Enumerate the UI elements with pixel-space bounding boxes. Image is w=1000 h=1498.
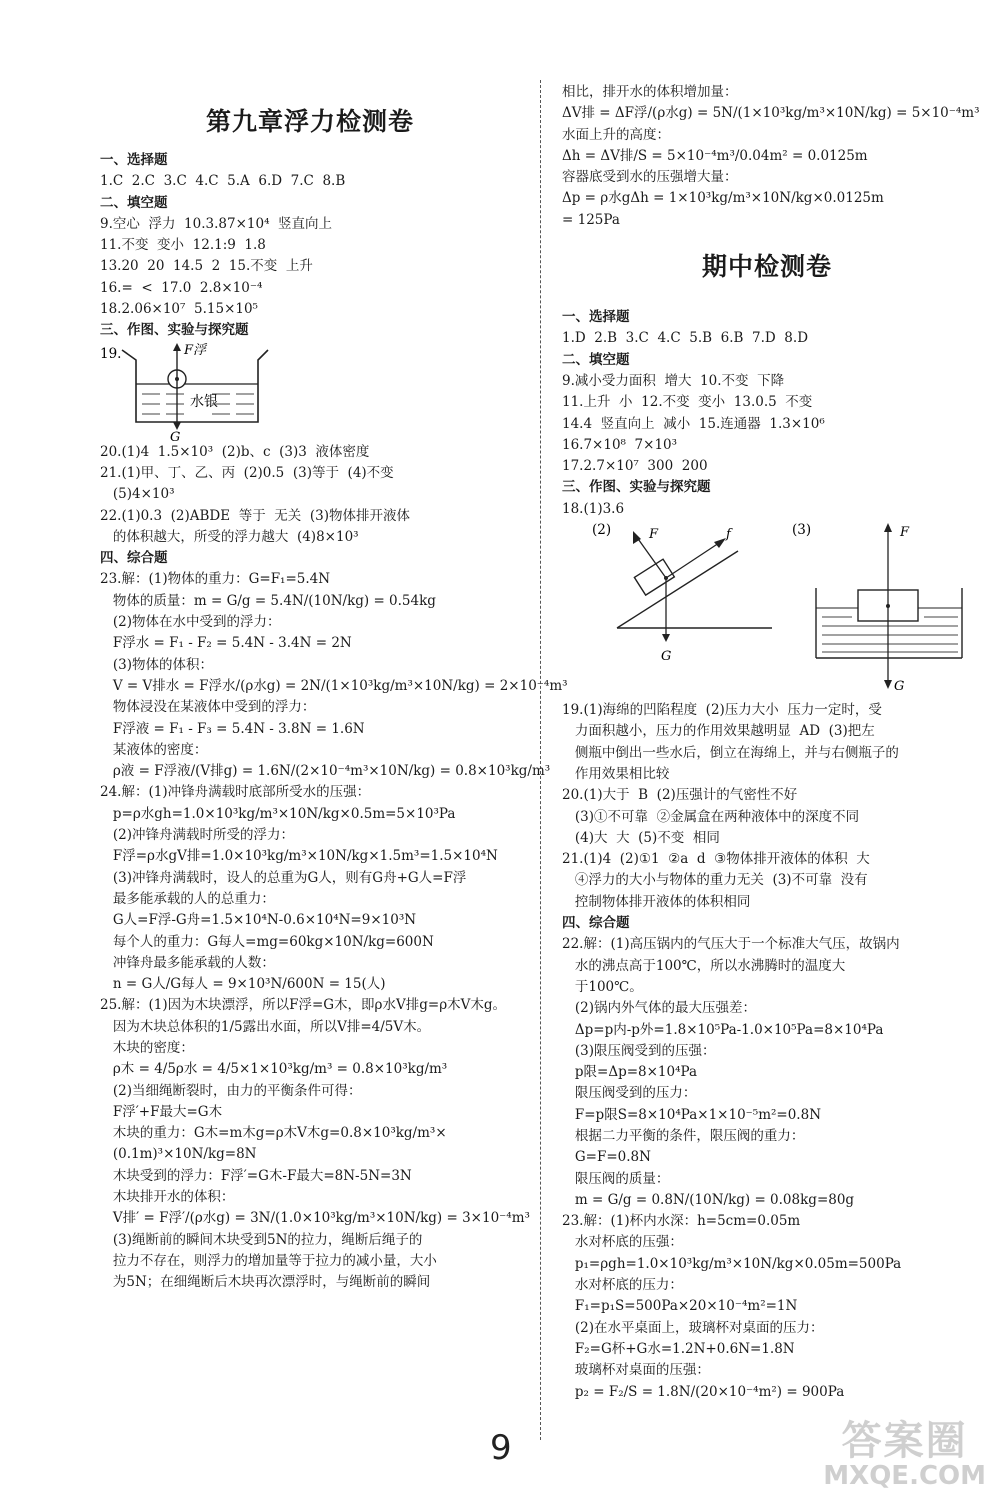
section-heading: 四、综合题 xyxy=(562,915,630,932)
answer-line: 24.解：(1)冲锋舟满载时底部所受水的压强： xyxy=(100,784,371,801)
answer-line: ρ液 = F浮液/(V排g) = 1.6N/(2×10⁻⁴m³×10N/kg) = 0.8×10³kg/m³ xyxy=(100,763,551,780)
section-heading: 一、选择题 xyxy=(562,309,630,326)
answer-line: 限压阀受到的压力： xyxy=(562,1085,697,1102)
answer-line: (4)大 大 (5)不变 相同 xyxy=(562,829,720,846)
answer-line: 14.4 竖直向上 减小 15.连通器 1.3×10⁶ xyxy=(562,415,825,432)
section-heading: 一、选择题 xyxy=(100,152,168,168)
answer-line: 21.(1)甲、丁、乙、丙 (2)0.5 (3)等于 (4)不变 xyxy=(100,464,394,481)
answer-line: p=ρ水gh=1.0×10³kg/m³×10N/kg×0.5m=5×10³Pa xyxy=(100,805,456,822)
answer-line: 23.解：(1)杯内水深：h=5cm=0.05m xyxy=(562,1213,801,1230)
fig18-2-f-label: f xyxy=(726,527,731,543)
section-heading: 二、填空题 xyxy=(562,351,630,368)
answer-line: 水对杯底的压强： xyxy=(562,1234,683,1251)
answer-line: (3)冲锋舟满载时，设人的总重为G人，则有G舟+G人=F浮 xyxy=(100,869,467,886)
answer-line: 9.空心 浮力 10.3.87×10⁴ 竖直向上 xyxy=(100,215,333,232)
answer-line: 木块的重力：G木=m木g=ρ木V木g=0.8×10³kg/m³× xyxy=(100,1125,447,1142)
answer-line: (2)物体在水中受到的浮力： xyxy=(100,614,281,631)
fig19-number: 19. xyxy=(100,345,122,362)
answer-line: 相比，排开水的体积增加量： xyxy=(562,84,738,100)
answer-line: Δh = ΔV排/S = 5×10⁻⁴m³/0.04m² = 0.0125m xyxy=(562,147,868,164)
answer-line: F浮液 = F₁ - F₃ = 5.4N - 3.8N = 1.6N xyxy=(100,720,365,737)
answer-line: 某液体的密度： xyxy=(100,741,208,758)
answer-line: 22.(1)0.3 (2)ABDE 等于 无关 (3)物体排开液体 xyxy=(100,507,410,524)
answer-line: 因为木块总体积的1/5露出水面，所以V排=4/5V木。 xyxy=(100,1018,431,1035)
answer-line: 根据二力平衡的条件，限压阀的重力： xyxy=(562,1127,805,1144)
figure-19 xyxy=(100,342,520,442)
answer-line: 16.7×10⁸ 7×10³ xyxy=(562,436,678,453)
answer-line: 23.解：(1)物体的重力：G=F₁=5.4N xyxy=(100,571,331,588)
chapter9-title: 第九章浮力检测卷 xyxy=(205,107,414,136)
answer-line: 18.(1)3.6 xyxy=(562,500,625,517)
answer-line: 18.2.06×10⁷ 5.15×10⁵ xyxy=(100,301,258,318)
answer-line: 9.减小受力面积 增大 10.不变 下降 xyxy=(562,372,785,389)
answer-line: (5)4×10³ xyxy=(100,486,175,503)
answer-line: 控制物体排开液体的体积相同 xyxy=(562,893,751,910)
answer-line: 物体的质量：m = G/g = 5.4N/(10N/kg) = 0.54kg xyxy=(100,592,436,609)
answer-line: 20.(1)4 1.5×10³ (2)b、c (3)3 液体密度 xyxy=(100,443,370,460)
answer-line: 最多能承载的人的总重力： xyxy=(100,890,275,907)
answer-line: (2)当细绳断裂时，由力的平衡条件可得： xyxy=(100,1082,362,1099)
answer-line: 25.解：(1)因为木块漂浮，所以F浮=G木，即ρ水V排g=ρ木V木g。 xyxy=(100,997,507,1014)
fig19-buoyancy-label: F浮 xyxy=(184,342,207,358)
page-number: 9 xyxy=(490,1428,512,1468)
answer-line: m = G/g = 0.8N/(10N/kg) = 0.08kg=80g xyxy=(562,1191,855,1208)
answer-line: p₂ = F₂/S = 1.8N/(20×10⁻⁴m²) = 900Pa xyxy=(562,1383,845,1400)
answer-line: 侧瓶中倒出一些水后，倒立在海绵上，并与右侧瓶子的 xyxy=(562,744,899,761)
answer-line: 木块的密度： xyxy=(100,1039,194,1056)
answer-line: F₂=G杯+G水=1.2N+0.6N=1.8N xyxy=(562,1340,795,1357)
answer-line: 力面积越小，压力的作用效果越明显 AD (3)把左 xyxy=(562,723,875,740)
answer-line: G人=F浮-G舟=1.5×10⁴N-0.6×10⁴N=9×10³N xyxy=(100,912,417,929)
fig18-3-G-label: G xyxy=(894,679,905,695)
midterm-answers-part1 xyxy=(562,307,972,520)
answer-line: = 125Pa xyxy=(562,211,620,228)
answer-line: n = G人/G每人 = 9×10³N/600N = 15(人) xyxy=(100,976,386,993)
answer-line: 22.解：(1)高压锅内的气压大于一个标准大气压，故锅内 xyxy=(562,936,900,953)
answer-line: V = V排水 = F浮水/(ρ水g) = 2N/(1×10³kg/m³×10N/kg) = 2×10⁻⁴m³ xyxy=(100,677,568,694)
answer-line: Δp = ρ水gΔh = 1×10³kg/m³×10N/kg×0.0125m xyxy=(562,190,884,207)
answer-line: 11.不变 变小 12.1:9 1.8 xyxy=(100,237,266,254)
fig18-2-F-label: F xyxy=(649,527,659,543)
answer-line: 1.D 2.B 3.C 4.C 5.B 6.B 7.D 8.D xyxy=(562,330,809,347)
answer-line: ρ木 = 4/5ρ水 = 4/5×1×10³kg/m³ = 0.8×10³kg/m³ xyxy=(100,1061,448,1078)
answer-line: F浮′+F最大=G木 xyxy=(100,1103,223,1120)
answer-line: 19.(1)海绵的凹陷程度 (2)压力大小 压力一定时，受 xyxy=(562,702,882,719)
answer-line: (3)物体的体积： xyxy=(100,656,213,673)
answer-line: 17.2.7×10⁷ 300 200 xyxy=(562,458,708,475)
midterm-answers-part2 xyxy=(562,700,972,1403)
fig18-3-number: (3) xyxy=(792,522,812,539)
answer-line: ④浮力的大小与物体的重力无关 (3)不可靠 没有 xyxy=(562,872,868,889)
chapter9-answers-part2 xyxy=(100,442,568,1294)
answer-line: (3)限压阀受到的压强： xyxy=(562,1042,716,1059)
answer-line: 水对杯底的压力： xyxy=(562,1277,683,1294)
answer-line: 水面上升的高度： xyxy=(562,126,670,143)
midterm-title: 期中检测卷 xyxy=(701,252,832,282)
watermark xyxy=(823,1420,986,1490)
figure-18 xyxy=(562,520,972,700)
answer-line: 1.C 2.C 3.C 4.C 5.A 6.D 7.C 8.B xyxy=(100,173,346,190)
fig19-gravity-label: G xyxy=(170,429,181,442)
answer-line: 20.(1)大于 B (2)压强计的气密性不好 xyxy=(562,787,798,804)
answer-line: 木块受到的浮力：F浮′=G木-F最大=8N-5N=3N xyxy=(100,1167,412,1184)
answer-line: 限压阀的质量： xyxy=(562,1170,670,1187)
right-column xyxy=(562,82,980,1403)
answer-line: F浮=ρ水gV排=1.0×10³kg/m³×10N/kg×1.5m³=1.5×10⁴N xyxy=(100,848,498,865)
answer-line: 作用效果相比较 xyxy=(562,765,670,782)
answer-line: 为5N；在细绳断后木块再次漂浮时，与绳断前的瞬间 xyxy=(100,1274,431,1291)
section-heading: 三、作图、实验与探究题 xyxy=(100,322,249,339)
answer-line: ΔV排 = ΔF浮/(ρ水g) = 5N/(1×10³kg/m³×10N/kg) = 5×10⁻⁴m³ xyxy=(562,105,980,122)
answer-line: G=F=0.8N xyxy=(562,1149,651,1166)
answer-line: 11.上升 小 12.不变 变小 13.0.5 不变 xyxy=(562,394,813,411)
answer-line: 木块排开水的体积： xyxy=(100,1189,235,1206)
fig18-2-number: (2) xyxy=(592,522,612,539)
answer-line: 冲锋舟最多能承载的人数： xyxy=(100,954,275,971)
left-column xyxy=(100,80,568,1294)
fig18-2-G-label: G xyxy=(661,649,672,665)
answer-line: 于100℃。 xyxy=(562,978,643,995)
answer-line: (0.1m)³×10N/kg=8N xyxy=(100,1146,257,1163)
watermark-logo: 答案圈 xyxy=(841,1418,968,1464)
answer-line: 水的沸点高于100℃，所以水沸腾时的温度大 xyxy=(562,957,846,974)
section-heading: 二、填空题 xyxy=(100,194,168,211)
answer-line: V排′ = F浮′/(ρ水g) = 3N/(1.0×10³kg/m³×10N/kg) = 3×10⁻⁴m³ xyxy=(100,1210,530,1227)
answer-line: Δp=p内-p外=1.8×10⁵Pa-1.0×10⁵Pa=8×10⁴Pa xyxy=(562,1021,884,1038)
answer-line: 物体浸没在某液体中受到的浮力： xyxy=(100,699,316,716)
answer-line: 16.= < 17.0 2.8×10⁻⁴ xyxy=(100,279,263,296)
answer-line: p限=Δp=8×10⁴Pa xyxy=(562,1064,698,1081)
answer-line: 21.(1)4 (2)①1 ②a d ③物体排开液体的体积 大 xyxy=(562,851,870,868)
answer-line: 的体积越大，所受的浮力越大 (4)8×10³ xyxy=(100,528,359,545)
answer-line: 容器底受到水的压强增大量： xyxy=(562,169,738,186)
answer-line: (2)冲锋舟满载时所受的浮力： xyxy=(100,827,294,844)
fig18-3-F-label: F xyxy=(900,525,910,541)
section-heading: 四、综合题 xyxy=(100,550,168,567)
fig19-mercury-label: 水银 xyxy=(190,393,218,410)
chapter9-answers-continued xyxy=(562,82,980,231)
answer-line: 拉力不存在，则浮力的增加量等于拉力的减小量，大小 xyxy=(100,1252,437,1269)
watermark-url: MXQE.COM xyxy=(823,1461,986,1491)
answer-line: F浮水 = F₁ - F₂ = 5.4N - 3.4N = 2N xyxy=(100,635,352,652)
answer-line: (2)在水平桌面上，玻璃杯对桌面的压力： xyxy=(562,1319,824,1336)
section-heading: 三、作图、实验与探究题 xyxy=(562,479,711,496)
answer-line: 每个人的重力：G每人=mg=60kg×10N/kg=600N xyxy=(100,933,434,950)
answer-line: F=p限S=8×10⁴Pa×1×10⁻⁵m²=0.8N xyxy=(562,1106,822,1123)
answer-line: (3)绳断前的瞬间木块受到5N的拉力，绳断后绳子的 xyxy=(100,1231,423,1248)
answer-line: 13.20 20 14.5 2 15.不变 上升 xyxy=(100,258,313,275)
answer-line: 玻璃杯对桌面的压强： xyxy=(562,1362,710,1379)
answer-line: (3)①不可靠 ②金属盒在两种液体中的深度不同 xyxy=(562,808,860,825)
answer-line: p₁=ρgh=1.0×10³kg/m³×10N/kg×0.05m=500Pa xyxy=(562,1255,902,1272)
answer-line: (2)锅内外气体的最大压强差： xyxy=(562,1000,756,1017)
chapter9-answers-part1 xyxy=(100,150,520,342)
answer-line: F₁=p₁S=500Pa×20×10⁻⁴m²=1N xyxy=(562,1298,798,1315)
column-divider xyxy=(540,80,541,1440)
